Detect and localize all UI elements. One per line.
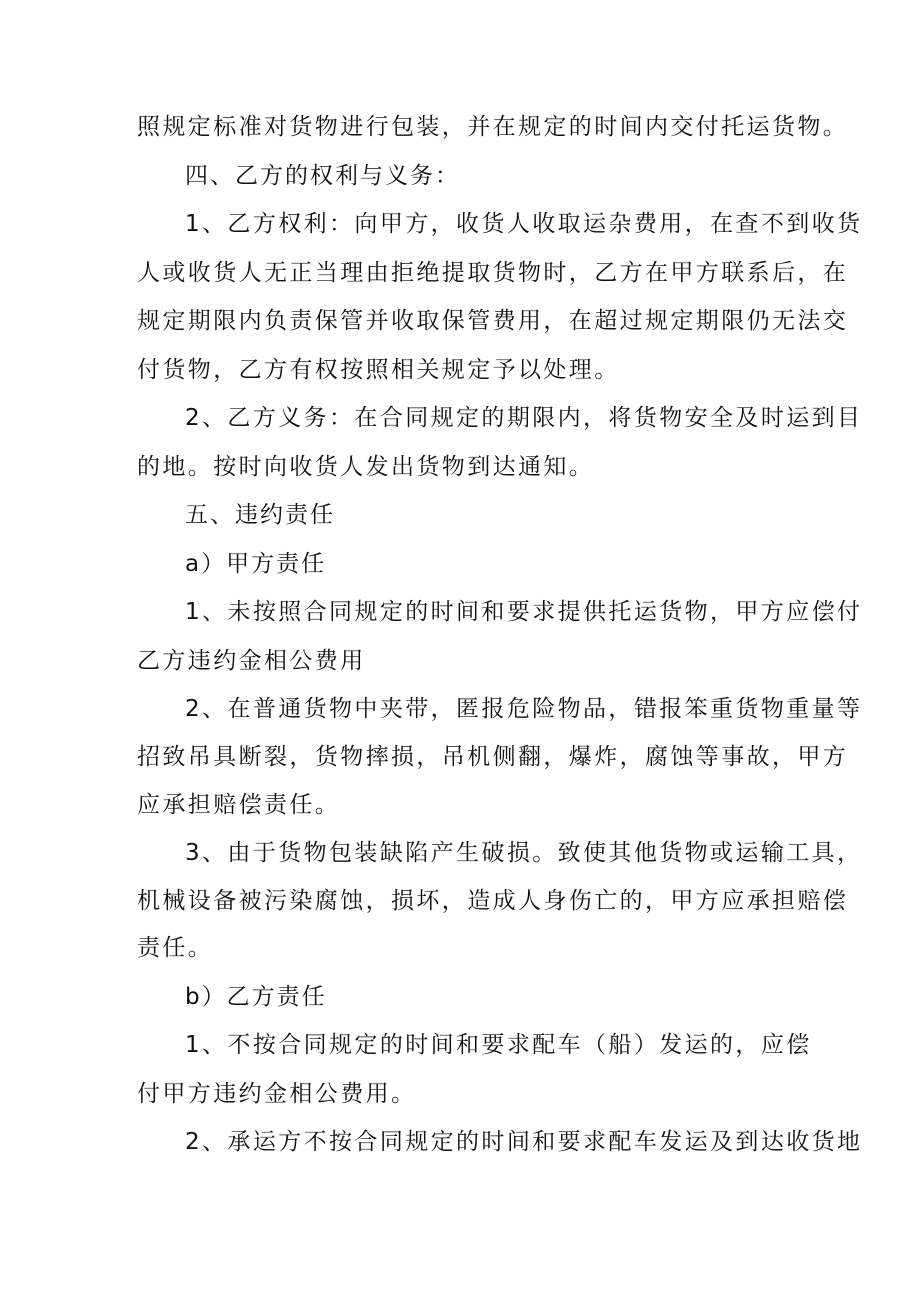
paragraph-line: 1、不按合同规定的时间和要求配车（船）发运的，应偿 xyxy=(185,1032,812,1058)
paragraph-line: 乙方违约金相公费用 xyxy=(137,648,366,674)
section-heading: 五、违约责任 xyxy=(185,502,335,528)
paragraph-line: 的地。按时向收货人发出货物到达通知。 xyxy=(137,454,595,480)
paragraph-line: 责任。 xyxy=(137,935,214,961)
paragraph-line: 付甲方违约金相公费用。 xyxy=(137,1081,417,1107)
paragraph-line: 招致吊具断裂，货物摔损，吊机侧翻，爆炸，腐蚀等事故，甲方 xyxy=(137,744,849,770)
section-heading: 四、乙方的权利与义务： xyxy=(185,163,460,189)
paragraph-line: 规定期限内负责保管并收取保管费用，在超过规定期限仍无法交 xyxy=(137,308,849,334)
subsection-heading: b）乙方责任 xyxy=(185,984,327,1010)
paragraph-line: 照规定标准对货物进行包装，并在规定的时间内交付托运货物。 xyxy=(137,114,849,140)
paragraph-line: 1、乙方权利：向甲方，收货人收取运杂费用，在查不到收货 xyxy=(185,211,863,237)
paragraph-line: 2、在普通货物中夹带，匿报危险物品，错报笨重货物重量等 xyxy=(185,696,863,722)
paragraph-line: 2、承运方不按合同规定的时间和要求配车发运及到达收货地 xyxy=(185,1129,863,1155)
paragraph-line: 3、由于货物包装缺陷产生破损。致使其他货物或运输工具， xyxy=(185,840,863,866)
paragraph-line: 机械设备被污染腐蚀，损坏，造成人身伤亡的，甲方应承担赔偿 xyxy=(137,888,849,914)
paragraph-line: 付货物，乙方有权按照相关规定予以处理。 xyxy=(137,357,620,383)
paragraph-line: 1、未按照合同规定的时间和要求提供托运货物，甲方应偿付 xyxy=(185,599,863,625)
subsection-heading: a）甲方责任 xyxy=(185,551,327,577)
paragraph-line: 人或收货人无正当理由拒绝提取货物时，乙方在甲方联系后，在 xyxy=(137,260,849,286)
paragraph-line: 应承担赔偿责任。 xyxy=(137,792,341,818)
paragraph-line: 2、乙方义务：在合同规定的期限内，将货物安全及时运到目 xyxy=(185,405,863,431)
